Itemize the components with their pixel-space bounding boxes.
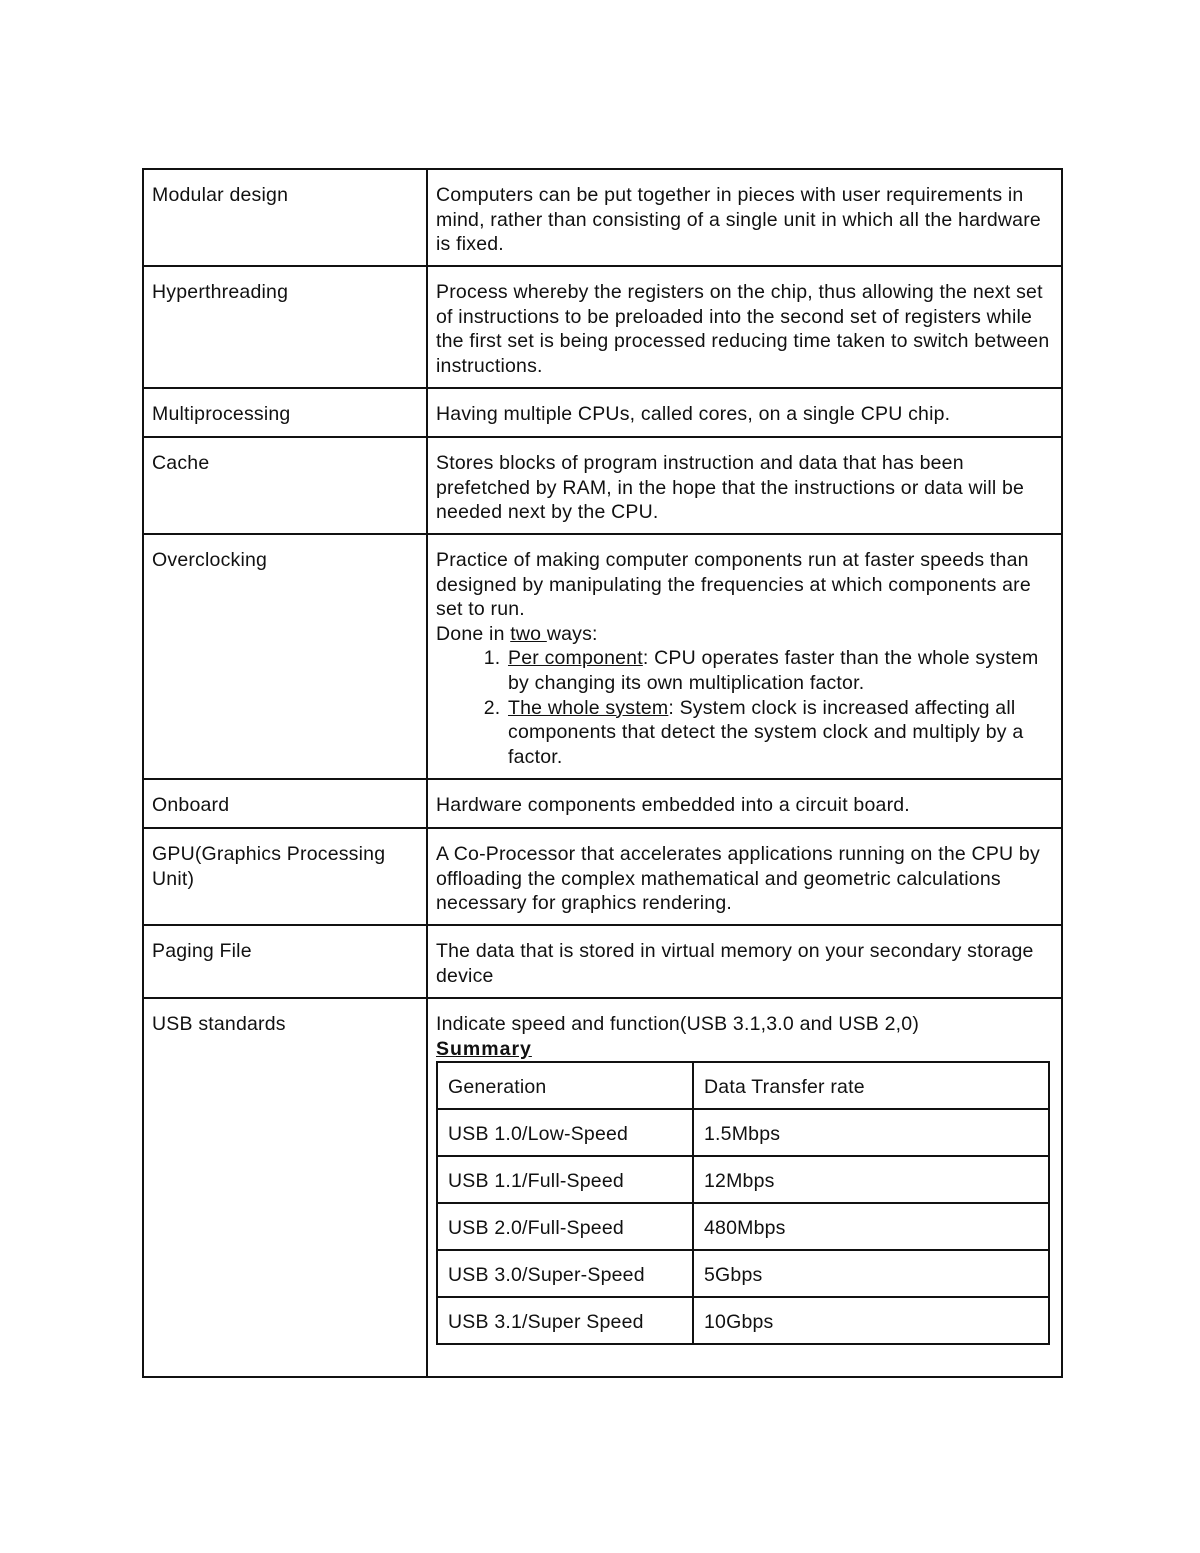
- usb-row: [437, 1109, 1049, 1156]
- usb-summary-table: [436, 1061, 1050, 1345]
- list-item-label: The whole system: [508, 696, 669, 719]
- definition-cell: Computers can be put together in pieces with user requirements in mind, rather than consisting of a single unit in which all the hardware is fixed.: [427, 169, 1062, 266]
- term-cell: Overclocking: [143, 534, 427, 779]
- definition-cell: Process whereby the registers on the chip, thus allowing the next set of instructions to be preloaded into the second set of registers while the first set is being processed reducing time taken to switch between instructions.: [427, 266, 1062, 388]
- definition-cell: Hardware components embedded into a circuit board.: [427, 779, 1062, 828]
- overclocking-ways-list: [436, 646, 1053, 769]
- definition-cell: The data that is stored in virtual memory on your secondary storage device: [427, 925, 1062, 998]
- usb-row: [437, 1203, 1049, 1250]
- list-item-text: : System clock is increased affecting all components that detect the system clock and multiply by a factor.: [508, 696, 1024, 768]
- definition-cell: [427, 998, 1062, 1377]
- usb-rate-cell: 480Mbps: [693, 1203, 1049, 1250]
- table-row: [143, 779, 1062, 828]
- usb-rate-cell: 5Gbps: [693, 1250, 1049, 1297]
- definition-cell: Stores blocks of program instruction and data that has been prefetched by RAM, in the hope that the instructions or data will be needed next by the CPU.: [427, 437, 1062, 534]
- usb-rate-cell: 12Mbps: [693, 1156, 1049, 1203]
- ways-suffix: ways:: [546, 622, 598, 645]
- definitions-table: [142, 168, 1063, 1378]
- list-item-label: Per component: [508, 647, 643, 670]
- definition-cell: Having multiple CPUs, called cores, on a single CPU chip.: [427, 388, 1062, 437]
- overclocking-definition: Practice of making computer components run at faster speeds than designed by manipulating the frequencies at which components are set to run.: [436, 549, 1031, 621]
- summary-title: Summary: [436, 1037, 532, 1060]
- usb-row: [437, 1250, 1049, 1297]
- term-cell: Modular design: [143, 169, 427, 266]
- usb-row: [437, 1297, 1049, 1344]
- term-cell: Onboard: [143, 779, 427, 828]
- usb-rate-cell: 1.5Mbps: [693, 1109, 1049, 1156]
- usb-row: [437, 1156, 1049, 1203]
- usb-generation-cell: USB 1.1/Full-Speed: [437, 1156, 693, 1203]
- table-row: [143, 388, 1062, 437]
- ways-word: two: [510, 622, 547, 645]
- table-row: [143, 828, 1062, 925]
- usb-header-row: [437, 1062, 1049, 1109]
- term-cell: Paging File: [143, 925, 427, 998]
- definition-cell: [427, 534, 1062, 779]
- usb-rate-cell: 10Gbps: [693, 1297, 1049, 1344]
- table-row: [143, 925, 1062, 998]
- term-cell: Multiprocessing: [143, 388, 427, 437]
- column-header-generation: Generation: [437, 1062, 693, 1109]
- term-cell: Cache: [143, 437, 427, 534]
- table-row: [143, 437, 1062, 534]
- table-row: [143, 266, 1062, 388]
- usb-generation-cell: USB 3.1/Super Speed: [437, 1297, 693, 1344]
- usb-generation-cell: USB 1.0/Low-Speed: [437, 1109, 693, 1156]
- overclocking-ways-line: [436, 622, 1053, 647]
- list-item-text: : CPU operates faster than the whole system by changing its own multiplication factor.: [508, 647, 1039, 694]
- list-item: [506, 646, 1053, 695]
- ways-prefix: Done in: [436, 622, 511, 645]
- usb-generation-cell: USB 3.0/Super-Speed: [437, 1250, 693, 1297]
- table-row: [143, 169, 1062, 266]
- usb-definition: Indicate speed and function(USB 3.1,3.0 and USB 2,0): [436, 1013, 920, 1035]
- usb-generation-cell: USB 2.0/Full-Speed: [437, 1203, 693, 1250]
- column-header-rate: Data Transfer rate: [693, 1062, 1049, 1109]
- term-cell: GPU(Graphics Processing Unit): [143, 828, 427, 925]
- table-row: [143, 998, 1062, 1377]
- term-cell: USB standards: [143, 998, 427, 1377]
- definition-cell: A Co-Processor that accelerates applications running on the CPU by offloading the complex mathematical and geometric calculations necessary for graphics rendering.: [427, 828, 1062, 925]
- table-row: [143, 534, 1062, 779]
- document-page: [142, 168, 1061, 1378]
- list-item: [506, 696, 1053, 770]
- term-cell: Hyperthreading: [143, 266, 427, 388]
